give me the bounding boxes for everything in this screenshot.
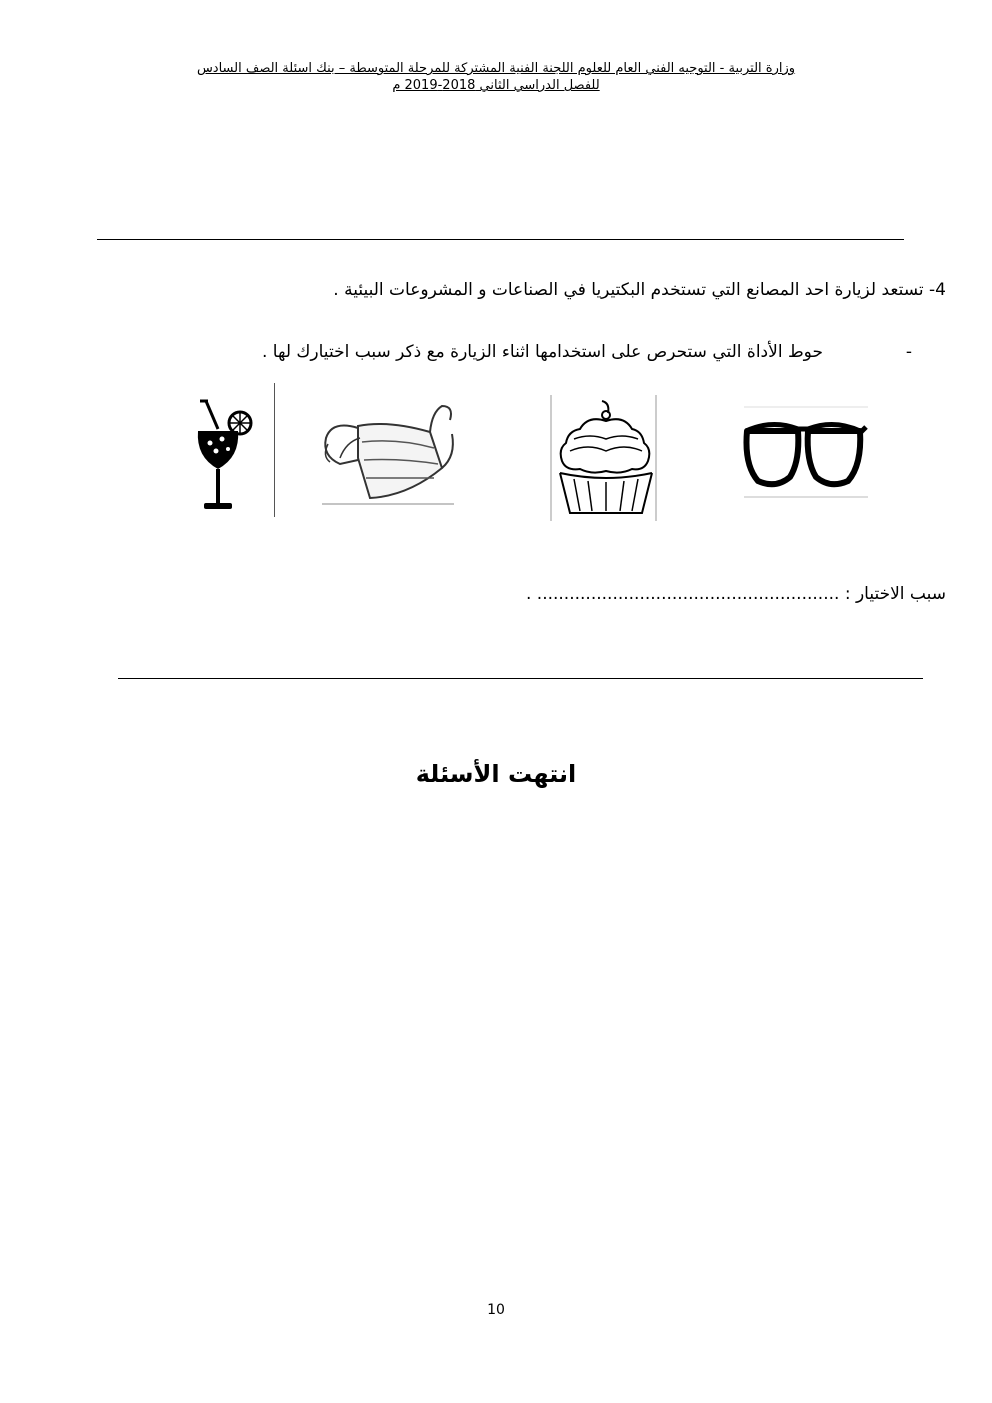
question-prompt: 4- تستعد لزيارة احد المصانع التي تستخدم البكتيريا في الصناعات و المشروعات البيئية .	[333, 280, 946, 300]
page-header	[150, 60, 842, 94]
header-line-1: وزارة التربية - التوجيه الفني العام للعلوم اللجنة الفنية المشتركة للمرحلة المتوسطة – بنك اسئلة الصف السادس	[196, 61, 796, 76]
question-instruction	[262, 342, 912, 362]
end-of-questions-title: انتهت الأسئلة	[415, 760, 577, 788]
header-line-2: للفصل الدراسي الثاني 2018-2019 م	[392, 78, 600, 93]
bottom-divider	[118, 678, 923, 679]
answer-blank[interactable]: ........................................................ .	[525, 584, 840, 604]
answer-line	[380, 584, 946, 604]
instruction-text: حوط الأداة التي ستحرص على استخدامها اثناء الزيارة مع ذكر سبب اختيارك لها .	[262, 342, 823, 362]
top-divider	[97, 239, 904, 240]
cocktail-glass-icon[interactable]	[192, 395, 256, 517]
instruction-bullet: -	[905, 342, 912, 362]
page-number: 10	[487, 1302, 505, 1318]
face-mask-icon[interactable]	[318, 398, 458, 508]
image-separator	[274, 383, 275, 517]
eyeglasses-icon[interactable]	[742, 405, 870, 500]
cupcake-icon[interactable]	[550, 393, 660, 523]
answer-label: سبب الاختيار :	[844, 584, 946, 604]
